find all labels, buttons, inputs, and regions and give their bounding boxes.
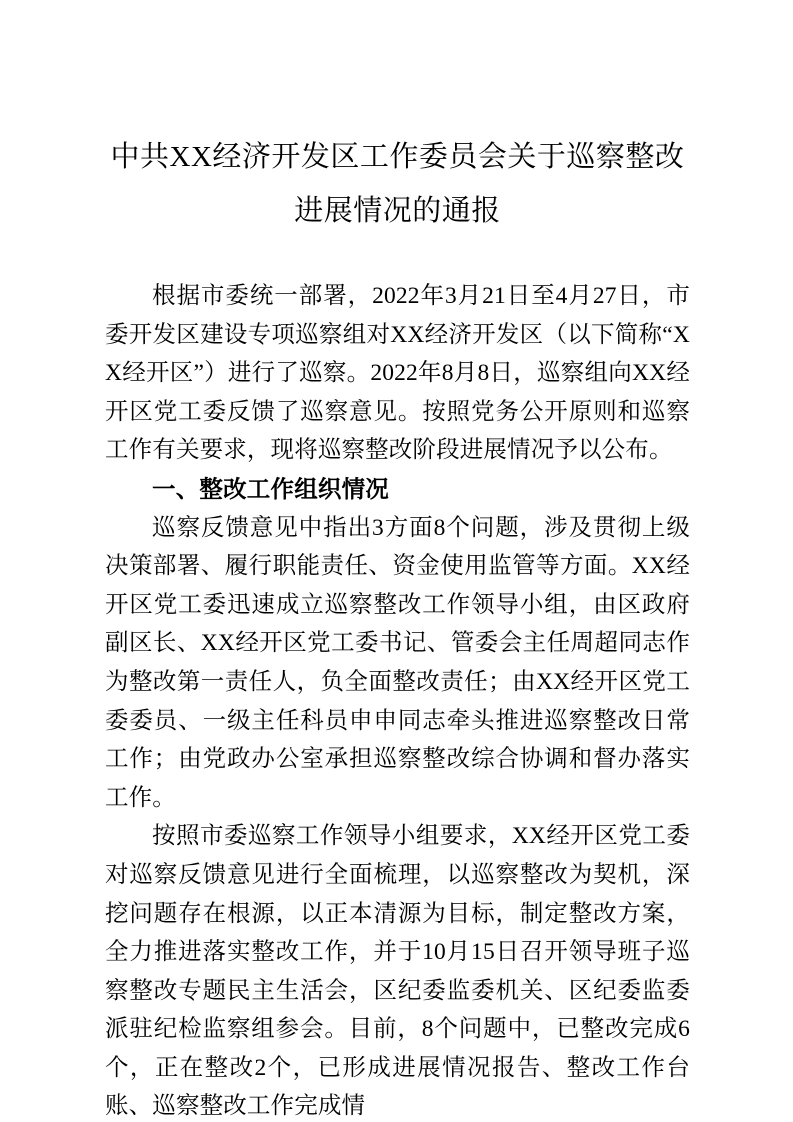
section-heading-1: 一、整改工作组织情况 — [152, 475, 389, 502]
paragraph-organization: 巡察反馈意见中指出3方面8个问题，涉及贯彻上级决策部署、履行职能责任、资金使用监管等方面。XX经开区党工委迅速成立巡察整改工作领导小组，由区政府副区长、XX经开区党工委书记、管委会主任周超同志作为整改第一责任人，负全面整改责任；由XX经开区党工委委员、一级主任科员申申同志牵头推进巡察整改日常工作；由党政办公室承担巡察整改综合协调和督办落实工作。 — [105, 514, 690, 811]
paragraph-measures: 按照市委巡察工作领导小组要求，XX经开区党工委对巡察反馈意见进行全面梳理，以巡察整改为契机，深挖问题存在根源，以正本清源为目标，制定整改方案，全力推进落实整改工作，并于10月15日召开领导班子巡察整改专题民主生活会，区纪委监委机关、区纪委监委派驻纪检监察组参会。目前，8个问题中，已整改完成6个，正在整改2个，已形成进展情况报告、整改工作台账、巡察整改工作完成情 — [105, 823, 690, 1120]
paragraph-intro: 根据市委统一部署，2022年3月21日至4月27日，市委开发区建设专项巡察组对XX经济开发区（以下简称“XX经开区”）进行了巡察。2022年8月8日，巡察组向XX经开区党工委反馈了巡察意见。按照党务公开原则和巡察工作有关要求，现将巡察整改阶段进展情况予以公布。 — [105, 283, 690, 464]
document-title: 中共XX经济开发区工作委员会关于巡察整改进展情况的通报 — [110, 141, 685, 227]
page-content-area — [105, 0, 690, 1122]
